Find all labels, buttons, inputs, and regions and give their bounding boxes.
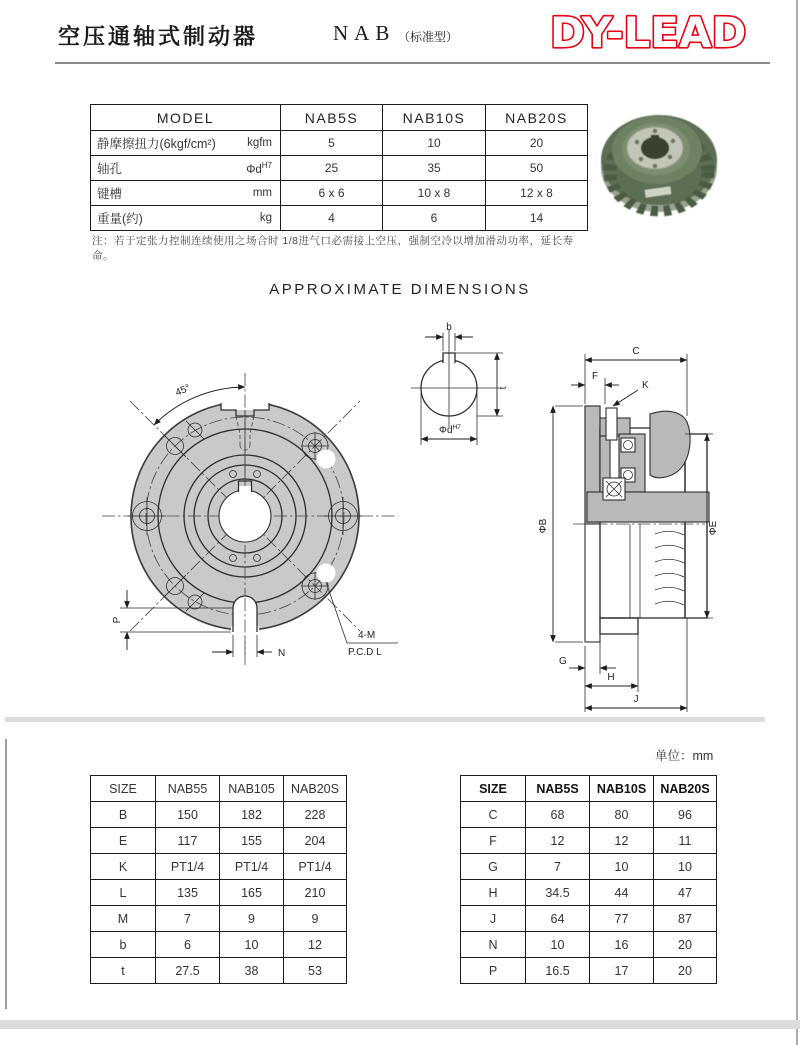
page-left-border bbox=[5, 739, 7, 1009]
table-row bbox=[91, 854, 347, 880]
spec-label: 静摩擦扭力(6kgf/cm²) bbox=[97, 137, 216, 151]
cell: P bbox=[461, 958, 526, 984]
cell: 20 bbox=[486, 131, 588, 156]
table-row bbox=[91, 932, 347, 958]
shaft-bore-drawing bbox=[405, 315, 530, 460]
spec-unit: kgfm bbox=[247, 137, 272, 149]
dim-label-h: H bbox=[607, 672, 615, 683]
housing-section bbox=[650, 411, 690, 478]
cell: J bbox=[461, 906, 526, 932]
cell: b bbox=[91, 932, 156, 958]
cell: 20 bbox=[654, 958, 717, 984]
column-header: NAB55 bbox=[156, 776, 220, 802]
header-divider bbox=[55, 62, 770, 64]
column-header: NAB5S bbox=[281, 105, 383, 131]
section-divider bbox=[5, 717, 765, 722]
cell: 150 bbox=[156, 802, 220, 828]
dim-label-phi-b: ΦB bbox=[538, 518, 549, 534]
page-bottom-bar bbox=[0, 1020, 800, 1029]
product-photo bbox=[597, 100, 727, 218]
cell: B bbox=[91, 802, 156, 828]
cell: G bbox=[461, 854, 526, 880]
cell: H bbox=[461, 880, 526, 906]
front-view-drawing bbox=[100, 335, 400, 680]
table-row bbox=[461, 932, 717, 958]
cell: 17 bbox=[590, 958, 654, 984]
cell: t bbox=[91, 958, 156, 984]
cell: 14 bbox=[486, 206, 588, 231]
column-header: NAB20S bbox=[486, 105, 588, 131]
table-row bbox=[461, 906, 717, 932]
cell: E bbox=[91, 828, 156, 854]
spec-table bbox=[90, 104, 588, 231]
cell: 10 bbox=[526, 932, 590, 958]
table-row bbox=[461, 958, 717, 984]
footnote: 注：若于定张力控制连续使用之场合时 1/8进气口必需接上空压，强制空冷以增加滑动功率，延长寿命。 bbox=[92, 235, 574, 262]
column-header: NAB20S bbox=[654, 776, 717, 802]
dim-label-4m: 4-M bbox=[358, 630, 376, 641]
column-header: SIZE bbox=[91, 776, 156, 802]
cell: 7 bbox=[526, 854, 590, 880]
size-table-right bbox=[460, 775, 717, 984]
cell: 12 bbox=[590, 828, 654, 854]
table-row bbox=[461, 776, 717, 802]
table-row bbox=[91, 776, 347, 802]
cell: 204 bbox=[284, 828, 347, 854]
table-row bbox=[91, 131, 588, 156]
table-row bbox=[91, 958, 347, 984]
section-heading: APPROXIMATE DIMENSIONS bbox=[269, 281, 531, 298]
cell: L bbox=[91, 880, 156, 906]
dim-label-angle: 45° bbox=[173, 382, 193, 399]
fins bbox=[655, 531, 684, 605]
column-header: NAB10S bbox=[590, 776, 654, 802]
cell: PT1/4 bbox=[156, 854, 220, 880]
cell: 64 bbox=[526, 906, 590, 932]
cell: 7 bbox=[156, 906, 220, 932]
model-type-note: （标准型） bbox=[398, 30, 459, 44]
model-name: NAB bbox=[333, 21, 396, 45]
cell: 4 bbox=[281, 206, 383, 231]
column-header: NAB10S bbox=[383, 105, 486, 131]
side-section-drawing bbox=[535, 338, 760, 716]
cell: 10 bbox=[590, 854, 654, 880]
cell: 12 x 8 bbox=[486, 181, 588, 206]
table-row bbox=[91, 156, 588, 181]
size-table-left bbox=[90, 775, 347, 984]
cell: 10 bbox=[383, 131, 486, 156]
dim-label-phi-e: ΦE bbox=[708, 520, 719, 536]
cell: 96 bbox=[654, 802, 717, 828]
spec-label: 轴孔 bbox=[97, 162, 123, 176]
dim-label-f: F bbox=[592, 371, 599, 382]
cell: 20 bbox=[654, 932, 717, 958]
table-row bbox=[91, 802, 347, 828]
cell: C bbox=[461, 802, 526, 828]
cell: 135 bbox=[156, 880, 220, 906]
cell: M bbox=[91, 906, 156, 932]
cell: 10 bbox=[654, 854, 717, 880]
table-row bbox=[91, 828, 347, 854]
dim-label-k: K bbox=[642, 380, 649, 391]
spec-label: 键槽 bbox=[97, 187, 123, 201]
cell: 35 bbox=[383, 156, 486, 181]
cell: 12 bbox=[526, 828, 590, 854]
cell: 25 bbox=[281, 156, 383, 181]
cell: 9 bbox=[284, 906, 347, 932]
cell: 210 bbox=[284, 880, 347, 906]
cell: 6 bbox=[383, 206, 486, 231]
cell: 228 bbox=[284, 802, 347, 828]
cell: 53 bbox=[284, 958, 347, 984]
brand-logo bbox=[548, 4, 798, 60]
dim-label-c: C bbox=[632, 346, 640, 357]
table-row bbox=[461, 880, 717, 906]
dim-label-n: N bbox=[278, 648, 286, 659]
table-row bbox=[91, 105, 588, 131]
dim-label-g: G bbox=[559, 656, 567, 667]
cell: 27.5 bbox=[156, 958, 220, 984]
cell: 117 bbox=[156, 828, 220, 854]
cell: 47 bbox=[654, 880, 717, 906]
cell: 10 bbox=[220, 932, 284, 958]
cell: N bbox=[461, 932, 526, 958]
column-header: NAB105 bbox=[220, 776, 284, 802]
cell: 5 bbox=[281, 131, 383, 156]
dim-label-p: P bbox=[112, 616, 123, 624]
bore bbox=[219, 490, 271, 542]
cell: 6 bbox=[156, 932, 220, 958]
unit-note: 单位：mm bbox=[655, 749, 714, 763]
cell: 77 bbox=[590, 906, 654, 932]
spec-label-cell bbox=[91, 181, 281, 206]
table-row bbox=[91, 181, 588, 206]
cell: 16.5 bbox=[526, 958, 590, 984]
cell: F bbox=[461, 828, 526, 854]
cell: 9 bbox=[220, 906, 284, 932]
cell: 87 bbox=[654, 906, 717, 932]
cell: PT1/4 bbox=[220, 854, 284, 880]
table-row bbox=[91, 880, 347, 906]
column-header: SIZE bbox=[461, 776, 526, 802]
cell: 34.5 bbox=[526, 880, 590, 906]
spec-unit: kg bbox=[259, 212, 272, 224]
dim-label-b: b bbox=[446, 322, 452, 333]
table-row bbox=[91, 206, 588, 231]
column-header: NAB5S bbox=[526, 776, 590, 802]
table-row bbox=[91, 906, 347, 932]
dim-label-phi-d: $\Phi d^{H7}$ bbox=[439, 424, 461, 436]
spec-label-cell bbox=[91, 131, 281, 156]
column-header: NAB20S bbox=[284, 776, 347, 802]
cell: 6 x 6 bbox=[281, 181, 383, 206]
cell: 11 bbox=[654, 828, 717, 854]
spec-label-cell bbox=[91, 206, 281, 231]
table-row bbox=[461, 802, 717, 828]
spec-unit: $\Phi d^{H7}$ bbox=[246, 160, 272, 176]
cell: 12 bbox=[284, 932, 347, 958]
cell: PT1/4 bbox=[284, 854, 347, 880]
cell: 68 bbox=[526, 802, 590, 828]
air-port bbox=[606, 408, 617, 440]
dim-label-j: J bbox=[633, 694, 639, 705]
cell: 44 bbox=[590, 880, 654, 906]
cell: 10 x 8 bbox=[383, 181, 486, 206]
table-row bbox=[461, 854, 717, 880]
brand-text: DY-LEAD bbox=[550, 8, 747, 57]
spec-unit: mm bbox=[252, 187, 272, 199]
cell: 182 bbox=[220, 802, 284, 828]
cell: 38 bbox=[220, 958, 284, 984]
page-right-border bbox=[796, 0, 798, 1045]
dim-label-t: t bbox=[498, 386, 509, 390]
spec-label: 重量(约) bbox=[97, 212, 143, 226]
cell: 50 bbox=[486, 156, 588, 181]
cell: 16 bbox=[590, 932, 654, 958]
cell: 80 bbox=[590, 802, 654, 828]
cell: 165 bbox=[220, 880, 284, 906]
cell: K bbox=[91, 854, 156, 880]
column-header: MODEL bbox=[91, 105, 281, 131]
cell: 155 bbox=[220, 828, 284, 854]
dim-label-pcd: P.C.D L bbox=[348, 647, 382, 658]
table-row bbox=[461, 828, 717, 854]
page-title: 空压通轴式制动器 bbox=[58, 24, 259, 49]
spec-label-cell bbox=[91, 156, 281, 181]
